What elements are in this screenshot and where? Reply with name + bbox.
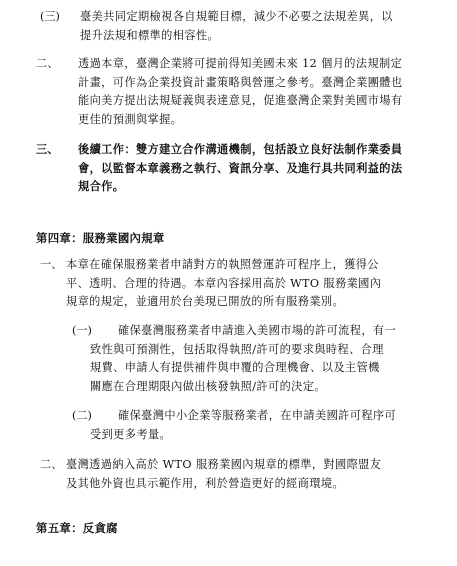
text-line: 計畫，可作為企業投資計畫策略與營運之參考。臺灣企業團體也 bbox=[78, 75, 403, 89]
ch4-item-marker-1: 一、 bbox=[40, 258, 63, 271]
text-line: 本章在確保服務業者申請對方的執照營運許可程序上，獲得公 bbox=[66, 258, 379, 271]
text-line: 關應在合理期限內做出核發執照/許可的決定。 bbox=[90, 379, 326, 393]
text-line: 規費、申請人有提供補件與申覆的合理機會、以及主管機 bbox=[90, 361, 380, 375]
item-marker-er: 二、 bbox=[36, 57, 59, 70]
text-line: 規合作。 bbox=[78, 179, 125, 194]
ch4-sub-2-text bbox=[90, 426, 171, 445]
chapter-4-heading: 第四章：服務業國內規章 bbox=[36, 231, 165, 245]
ch4-sub-1-line-first bbox=[118, 322, 396, 341]
text-line: 會，以監督本章義務之執行、資訊分享、及進行具共同利益的法 bbox=[78, 160, 403, 175]
text-line: 致性與可預測性，包括取得執照/許可的要求與時程、合理 bbox=[90, 342, 384, 356]
text-line: 透過本章，臺灣企業將可提前得知美國未來 12 個月的法規制定 bbox=[78, 57, 403, 70]
text-line: 臺灣透過納入高於 WTO 服務業國內規章的標準，對國際盟友 bbox=[66, 458, 382, 471]
item-marker-san: 三、 bbox=[36, 142, 59, 156]
text-line: 受到更多考量。 bbox=[90, 427, 172, 441]
text-line: 臺美共同定期檢視各自規範目標，減少不必要之法規差異，以 bbox=[80, 10, 393, 23]
text-line: 確保臺灣服務業者申請進入美國市場的許可流程，有一 bbox=[118, 324, 397, 337]
item-marker-3: (三) bbox=[40, 10, 60, 23]
ch4-sub-marker-2: (二) bbox=[72, 409, 92, 422]
text-line: 平、透明、合理的待遇。本章內容採用高於 WTO 服務業國內 bbox=[66, 276, 382, 290]
item-er-text bbox=[78, 55, 402, 129]
item-3-text bbox=[80, 8, 393, 45]
text-line: 更佳的預測與掌握。 bbox=[78, 112, 183, 126]
text-line: 能向美方提出法規疑義與表達意見，促進臺灣企業對美國市場有 bbox=[78, 94, 403, 108]
item-san-text bbox=[78, 140, 402, 196]
text-line: 提升法規和標準的相容性。 bbox=[80, 28, 220, 42]
ch4-item-2-text bbox=[66, 456, 381, 493]
ch4-item-1-text bbox=[66, 256, 381, 312]
chapter-5-heading: 第五章：反貪腐 bbox=[36, 521, 118, 535]
text-line: 確保臺灣中小企業等服務業者，在申請美國許可程序可 bbox=[118, 409, 397, 422]
ch4-sub-marker-1: (一) bbox=[72, 324, 92, 337]
text-line: 及其他外資也具示範作用，利於營造更好的經商環境。 bbox=[66, 476, 345, 490]
text-line: 規章的規定，並適用於台美現已開放的所有服務業別。 bbox=[66, 295, 345, 309]
ch4-sub-2-line-first bbox=[118, 407, 396, 426]
ch4-item-marker-2: 二、 bbox=[40, 458, 63, 471]
ch4-sub-1-text bbox=[90, 341, 384, 397]
text-line: 後續工作：雙方建立合作溝通機制，包括設立良好法制作業委員 bbox=[78, 142, 403, 156]
